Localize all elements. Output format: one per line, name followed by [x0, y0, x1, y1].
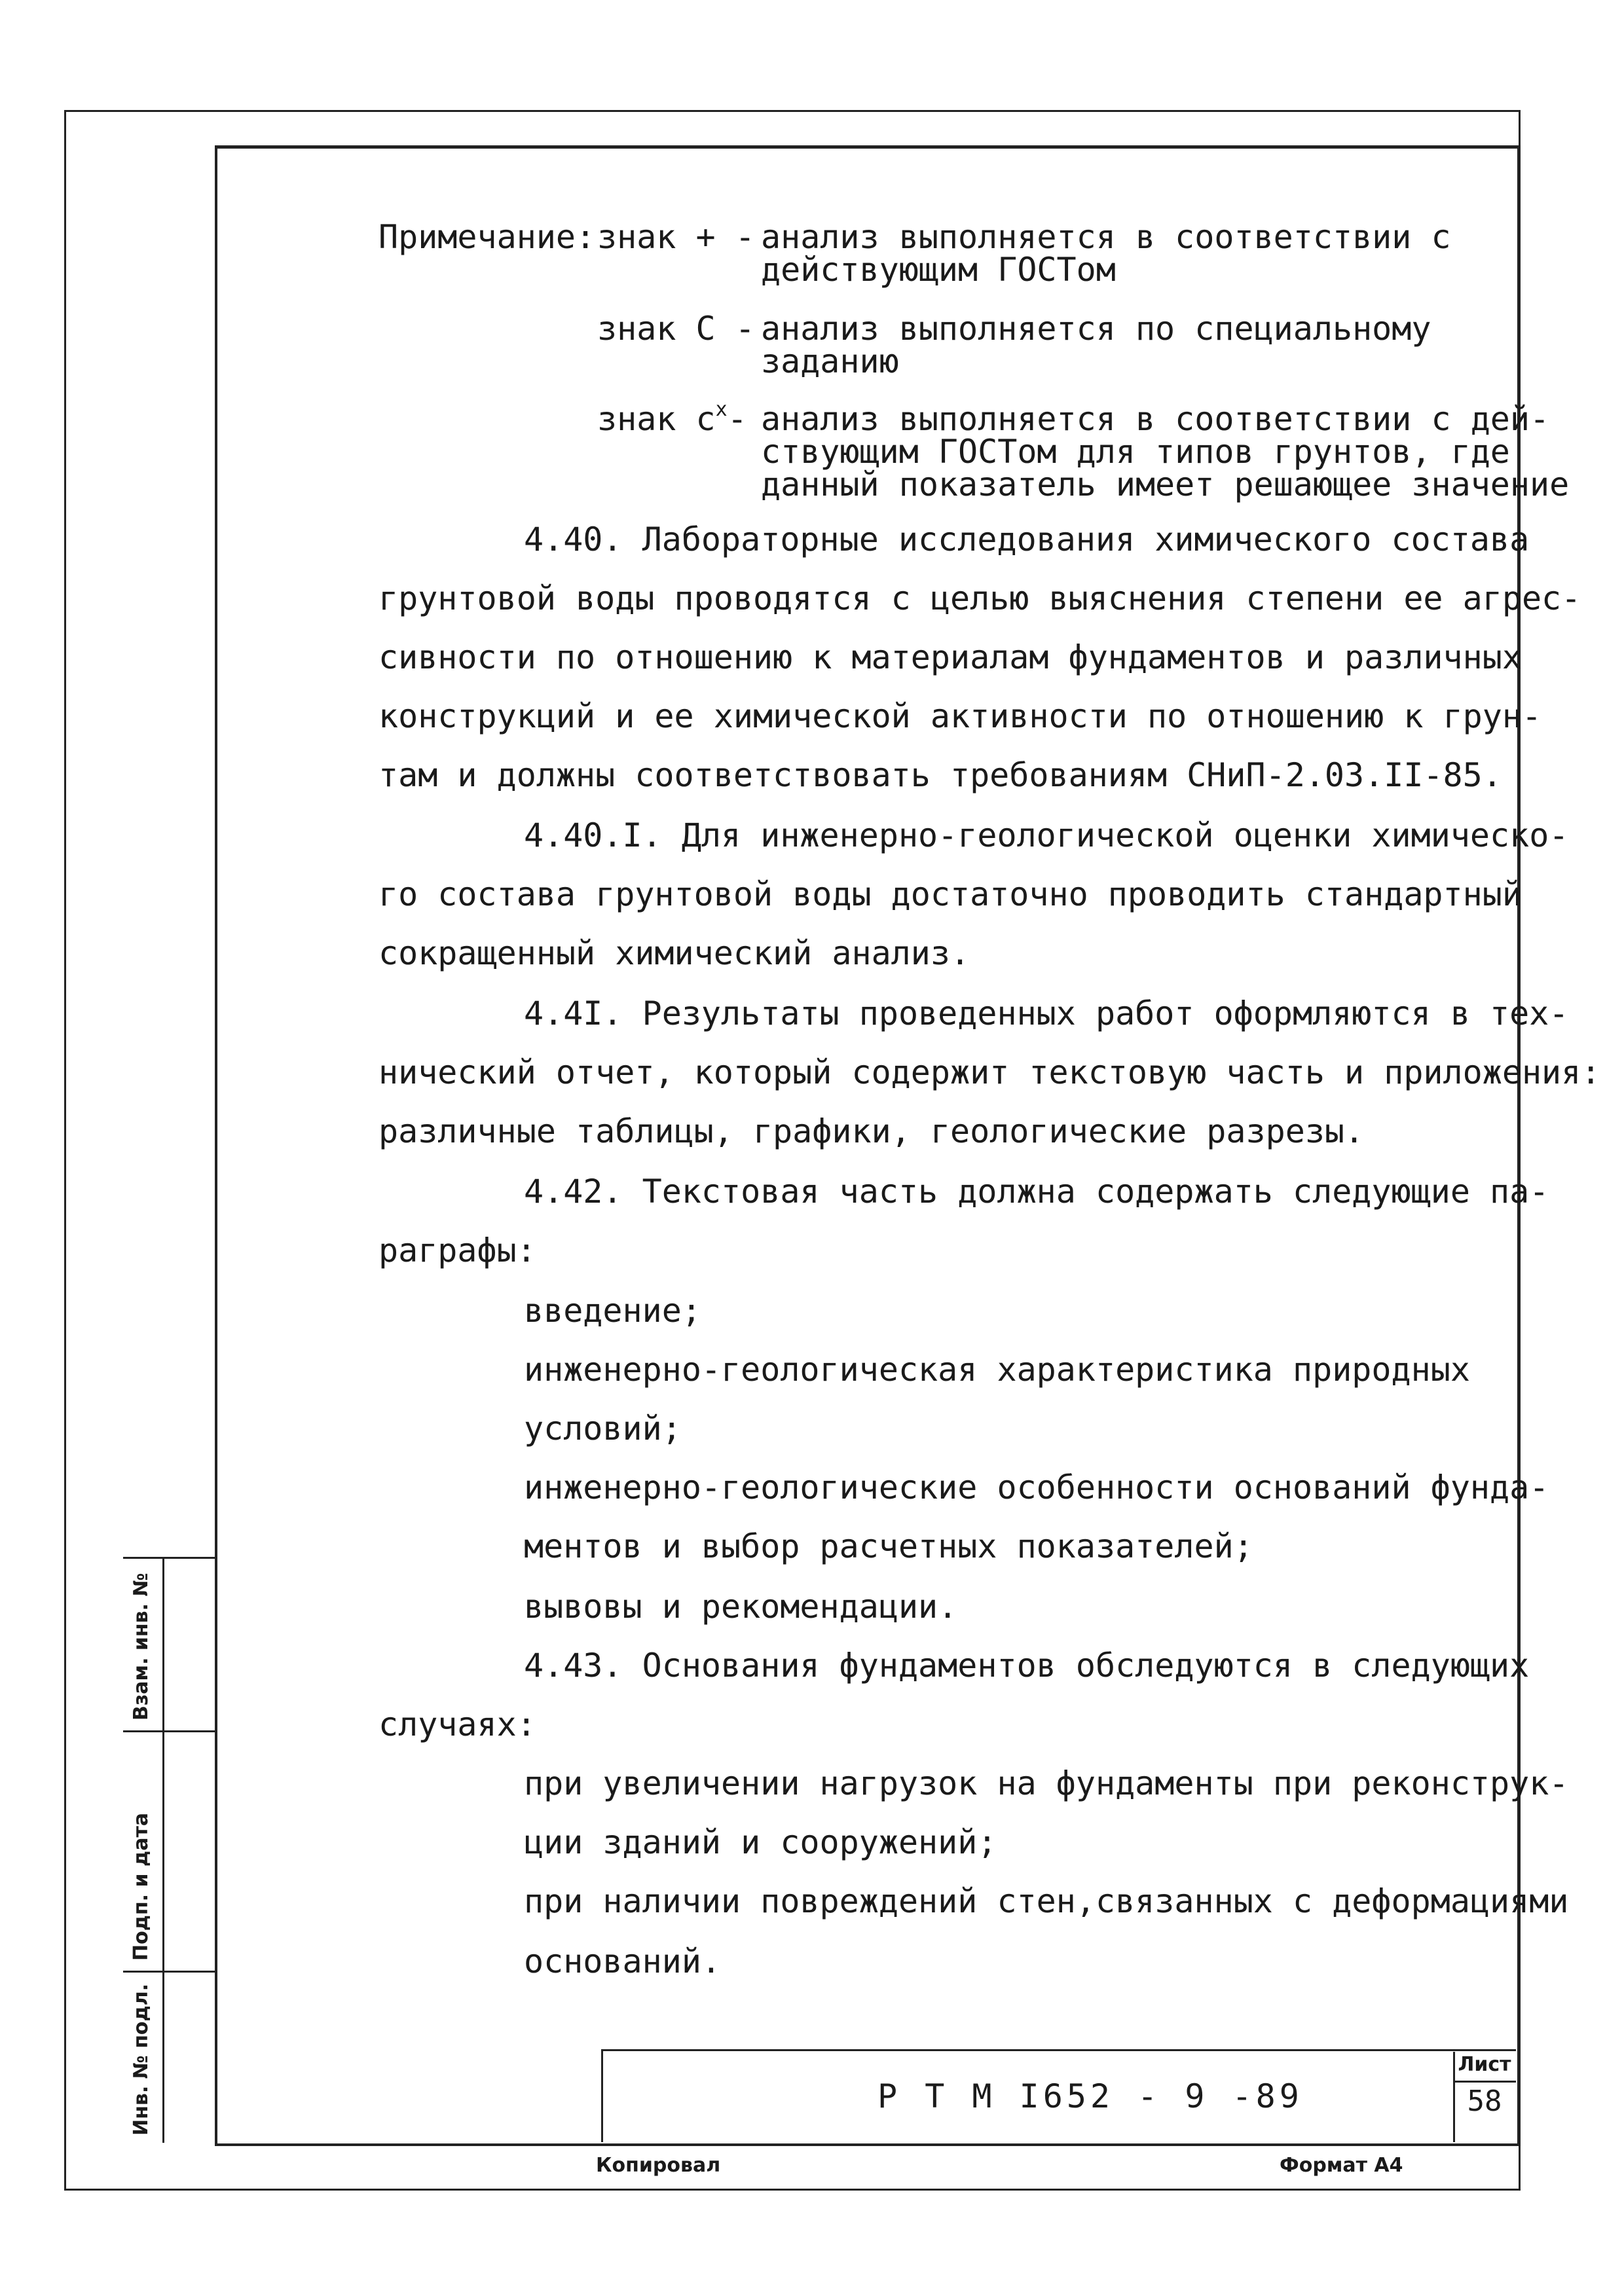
note-cx-line-1: анализ выполняется в соответствии с дей- — [761, 400, 1550, 438]
footer-copied: Копировал — [596, 2154, 721, 2177]
note-c-line-2: заданию — [761, 342, 899, 380]
note-sign-cx: знак $с^х-$ — [597, 398, 747, 438]
stamp-row-divider — [123, 1971, 215, 1973]
body-line: 4.42. Текстовая часть должна содержать следующие па- — [524, 1173, 1549, 1211]
body-line: сивности по отношению к материалам фундаментов и различных — [378, 638, 1522, 676]
note-label: Примечание: — [378, 218, 596, 256]
sheet-number: 58 — [1467, 2085, 1502, 2118]
note-sign-c: знак С - — [597, 310, 755, 348]
document-code: Р Т М I652 - 9 -89 — [877, 2077, 1303, 2115]
body-line: оснований. — [524, 1942, 722, 1980]
body-line: 4.40.I. Для инженерно-геологической оценки химическо- — [524, 816, 1569, 854]
body-line: раграфы: — [378, 1231, 536, 1269]
body-line: при наличии повреждений стен,связанных с деформациями — [524, 1882, 1569, 1920]
body-line: инженерно-геологические особенности оснований фунда- — [524, 1468, 1549, 1506]
note-cx-line-2: ствующим ГОСТом для типов грунтов, где — [761, 433, 1510, 471]
stamp-vzam-label: Взам. инв. № — [130, 1573, 153, 1721]
body-line: ции зданий и сооружений; — [524, 1823, 997, 1861]
body-line: там и должны соответствовать требованиям СНиП-2.03.II-85. — [378, 756, 1502, 794]
note-plus-line-1: анализ выполняется в соответствии с — [761, 218, 1451, 256]
body-line: 4.40. Лабораторные исследования химического состава — [524, 520, 1530, 558]
body-line: грунтовой воды проводятся с целью выяснения степени ее агрес- — [378, 579, 1581, 617]
body-line: 4.43. Основания фундаментов обследуются в следующих — [524, 1647, 1530, 1685]
body-line: введение; — [524, 1292, 701, 1330]
body-line: при увеличении нагрузок на фундаменты при реконструк- — [524, 1764, 1569, 1802]
sheet-label: Лист — [1458, 2053, 1511, 2076]
title-block-left-line — [601, 2049, 603, 2142]
body-line: случаях: — [378, 1705, 536, 1743]
note-sign-plus: знак + - — [597, 218, 755, 256]
body-line: ментов и выбор расчетных показателей; — [524, 1527, 1253, 1565]
note-cx-line-3: данный показатель имеет решающее значение — [761, 465, 1570, 503]
stamp-inv-label: Инв. № подл. — [130, 1983, 153, 2136]
body-line: различные таблицы, графики, геологические разрезы. — [378, 1112, 1365, 1150]
body-line: конструкций и ее химической активности по отношению к грун- — [378, 697, 1542, 735]
body-line: инженерно-геологическая характеристика природных — [524, 1351, 1470, 1389]
body-line: вывовы и рекомендации. — [524, 1588, 958, 1626]
footer-format: Формат А4 — [1280, 2154, 1403, 2177]
sheet-box-divider — [1453, 2081, 1516, 2083]
body-line: нический отчет, который содержит текстовую часть и приложения: — [378, 1053, 1601, 1091]
note-plus-line-2: действующим ГОСТом — [761, 251, 1116, 289]
body-line: сокращенный химический анализ. — [378, 934, 970, 972]
title-block-top-line — [601, 2049, 1516, 2051]
stamp-podp-label: Подп. и дата — [130, 1812, 153, 1961]
body-line: условий; — [524, 1410, 682, 1448]
body-line: го состава грунтовой воды достаточно проводить стандартный — [378, 875, 1522, 913]
body-line: 4.4I. Результаты проведенных работ оформляются в тех- — [524, 994, 1569, 1032]
stamp-row-divider — [123, 1730, 215, 1732]
note-c-line-1: анализ выполняется по специальному — [761, 310, 1431, 348]
superscript-x: х — [715, 398, 728, 421]
